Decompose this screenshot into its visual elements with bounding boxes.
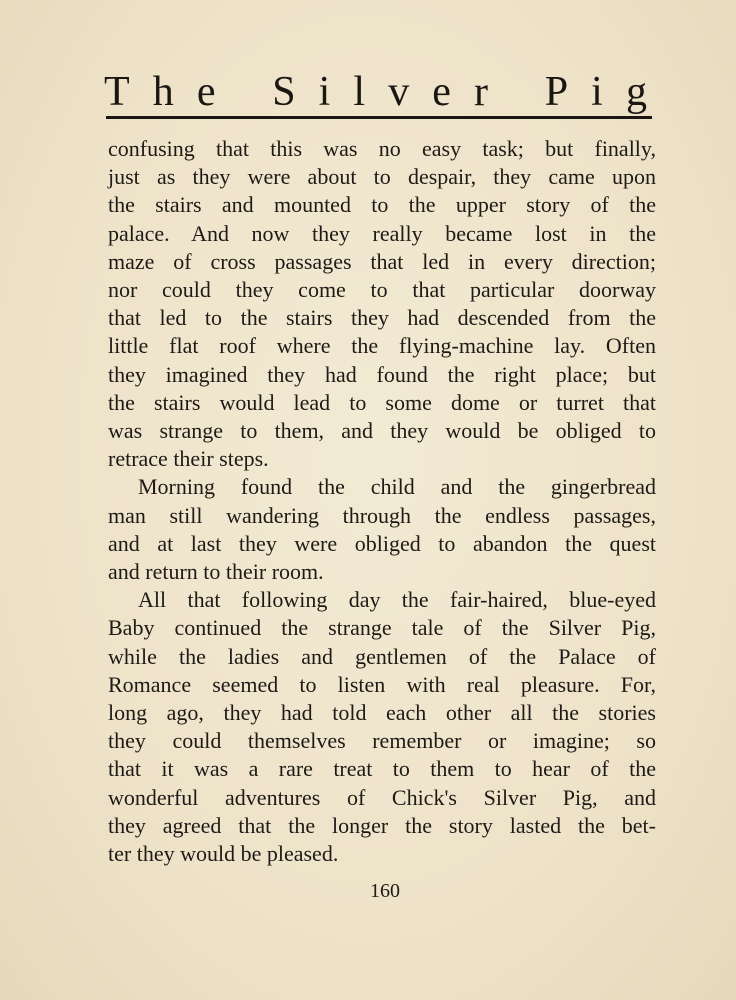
text-line: Morning found the child and the gingerbread	[138, 474, 656, 500]
text-line: maze of cross passages that led in every direction;	[108, 248, 656, 274]
text-line: they imagined they had found the right place; but	[108, 361, 656, 387]
text-line: long ago, they had told each other all the stories	[108, 700, 656, 726]
text-line: was strange to them, and they would be obliged to	[108, 418, 656, 444]
text-line: they agreed that the longer the story lasted the bet-	[108, 812, 656, 838]
text-line: man still wandering through the endless passages,	[108, 502, 656, 528]
text-line: the stairs and mounted to the upper story of the	[108, 192, 656, 218]
text-line: Romance seemed to listen with real pleasure. For,	[108, 671, 656, 697]
text-line: the stairs would lead to some dome or turret that	[108, 389, 656, 415]
text-line: ter they would be pleased.	[108, 841, 339, 867]
text-line: wonderful adventures of Chick's Silver Pig, and	[108, 784, 656, 810]
text-line: they could themselves remember or imagine; so	[108, 728, 656, 754]
text-line: that led to the stairs they had descended from the	[108, 305, 656, 331]
text-line: and at last they were obliged to abandon the quest	[108, 530, 656, 556]
text-line: and return to their room.	[108, 559, 324, 585]
text-line: All that following day the fair-haired, blue-eyed	[138, 587, 656, 613]
text-line: that it was a rare treat to them to hear of the	[108, 756, 656, 782]
text-line: little flat roof where the flying-machine lay. Often	[108, 333, 656, 359]
page-number: 160	[370, 880, 400, 902]
running-head-title: The Silver Pig	[104, 69, 671, 115]
text-line: palace. And now they really became lost in the	[108, 220, 656, 246]
text-line: just as they were about to despair, they came upon	[108, 164, 656, 190]
body-text	[108, 135, 656, 868]
text-line: nor could they come to that particular doorway	[108, 277, 656, 303]
header-rule	[106, 116, 652, 119]
text-line: retrace their steps.	[108, 446, 269, 472]
text-line: Baby continued the strange tale of the Silver Pig,	[108, 615, 656, 641]
text-line: confusing that this was no easy task; but finally,	[108, 136, 656, 161]
text-line: while the ladies and gentlemen of the Palace of	[108, 643, 656, 669]
